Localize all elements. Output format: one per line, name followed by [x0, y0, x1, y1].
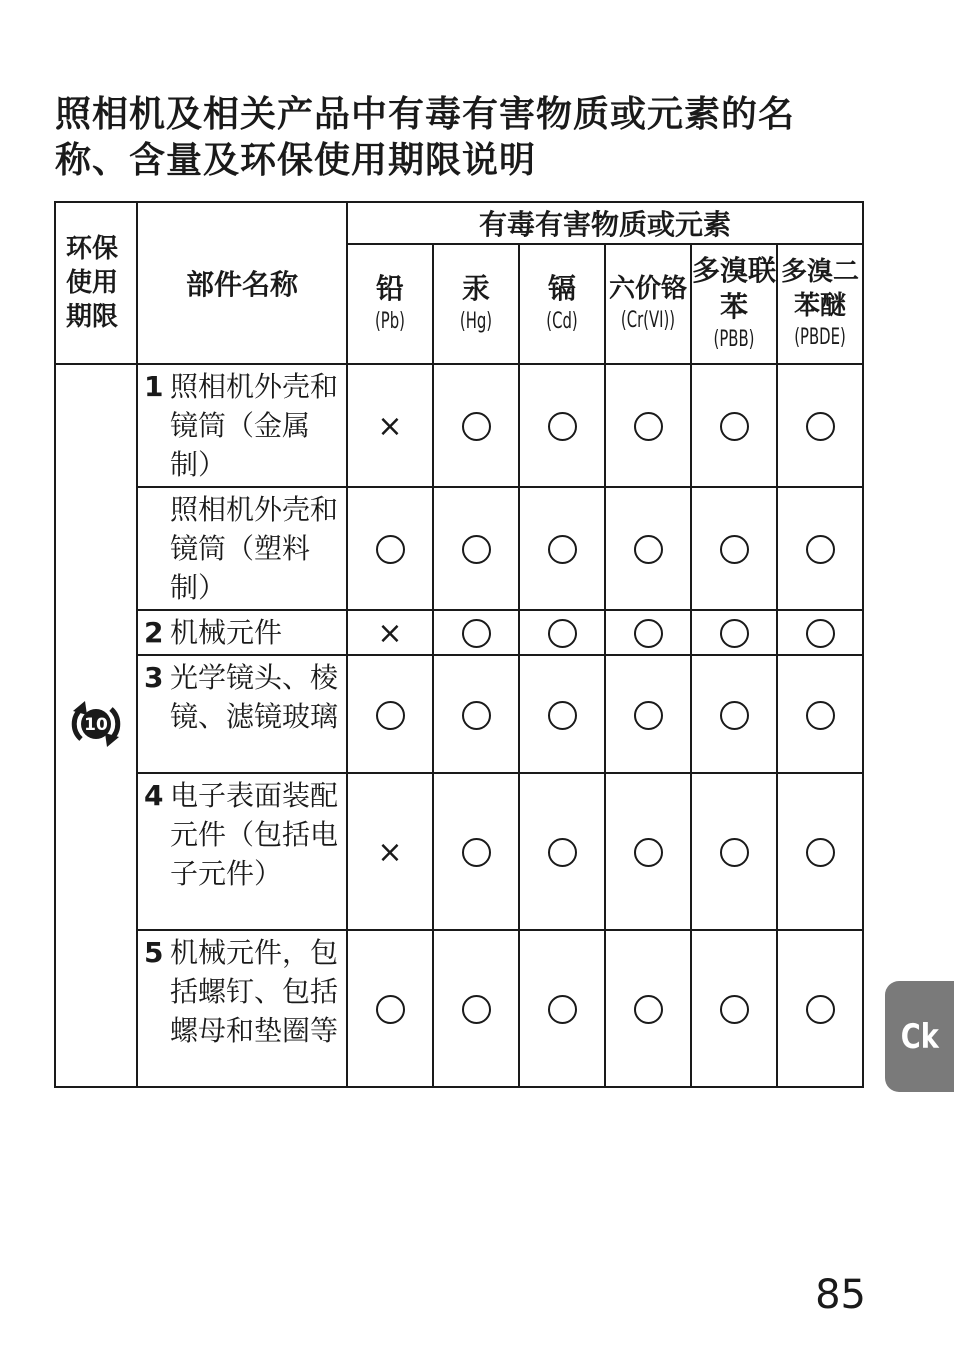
substance-mark-cell: [347, 773, 433, 930]
substance-mark-cell: [433, 487, 519, 610]
part-name: 光学镜头、棱镜、滤镜玻璃: [170, 661, 339, 733]
not-exceeding-mark: [376, 535, 405, 564]
substance-mark-cell: [777, 487, 863, 610]
not-exceeding-mark: [634, 995, 663, 1024]
part-name-cell: [137, 487, 347, 610]
not-exceeding-mark: [462, 619, 491, 648]
page-number: 85: [815, 1272, 866, 1318]
part-name-cell: [137, 930, 347, 1087]
not-exceeding-mark: [806, 701, 835, 730]
table-row: [55, 487, 863, 610]
not-exceeding-mark: [634, 838, 663, 867]
not-exceeding-mark: [376, 995, 405, 1024]
substance-mark-cell: [433, 610, 519, 655]
not-exceeding-mark: [720, 838, 749, 867]
part-number: [144, 490, 170, 607]
not-exceeding-mark: [376, 701, 405, 730]
header-efup: 环保使用期限: [55, 202, 137, 364]
substance-mark-cell: [347, 655, 433, 773]
substance-mark-cell: [691, 364, 777, 487]
substance-mark-cell: [519, 610, 605, 655]
table-row: [55, 773, 863, 930]
exceeding-mark: ×: [377, 615, 403, 651]
table-row: [55, 930, 863, 1087]
part-number: 4: [144, 779, 164, 812]
part-name-cell: [137, 773, 347, 930]
part-number: 2: [144, 616, 164, 649]
substance-mark-cell: [347, 364, 433, 487]
exceeding-mark: ×: [377, 834, 403, 870]
header-substance-pbb: 多溴联苯 (PBB): [691, 244, 777, 364]
part-number: 5: [144, 936, 164, 969]
not-exceeding-mark: [806, 412, 835, 441]
substance-mark-cell: [605, 773, 691, 930]
exceeding-mark: ×: [377, 408, 403, 444]
header-substance-pb: 铅 (Pb): [347, 244, 433, 364]
substance-mark-cell: [519, 364, 605, 487]
substance-mark-cell: [433, 930, 519, 1087]
not-exceeding-mark: [806, 535, 835, 564]
substance-mark-cell: [519, 930, 605, 1087]
not-exceeding-mark: [462, 701, 491, 730]
header-substance-group: 有毒有害物质或元素: [347, 202, 863, 244]
substance-mark-cell: [777, 610, 863, 655]
substance-mark-cell: [347, 930, 433, 1087]
part-number: 3: [144, 661, 164, 694]
page-title: 照相机及相关产品中有毒有害物质或元素的名称、含量及环保使用期限说明: [55, 94, 796, 181]
not-exceeding-mark: [806, 838, 835, 867]
part-name: 机械元件，包括螺钉、包括螺母和垫圈等: [170, 936, 339, 1047]
not-exceeding-mark: [806, 995, 835, 1024]
part-number: 1: [144, 370, 164, 403]
substance-mark-cell: [691, 610, 777, 655]
language-tab: Ck: [885, 981, 954, 1092]
not-exceeding-mark: [634, 535, 663, 564]
part-name-cell: [137, 364, 347, 487]
substance-mark-cell: [605, 655, 691, 773]
not-exceeding-mark: [548, 838, 577, 867]
substance-mark-cell: [691, 930, 777, 1087]
efup-10-icon: [67, 695, 125, 753]
header-substance-hg: 汞 (Hg): [433, 244, 519, 364]
substance-mark-cell: [347, 610, 433, 655]
header-substance-pbde: 多溴二苯醚 (PBDE): [777, 244, 863, 364]
substance-mark-cell: [605, 610, 691, 655]
hazardous-substances-table: [54, 201, 864, 1088]
substance-mark-cell: [605, 487, 691, 610]
not-exceeding-mark: [720, 995, 749, 1024]
not-exceeding-mark: [634, 619, 663, 648]
substance-mark-cell: [519, 487, 605, 610]
table-row: [55, 610, 863, 655]
part-name: 电子表面装配元件（包括电子元件）: [170, 779, 339, 890]
not-exceeding-mark: [462, 412, 491, 441]
substance-mark-cell: [605, 364, 691, 487]
substance-mark-cell: [777, 930, 863, 1087]
not-exceeding-mark: [720, 535, 749, 564]
header-part-name: 部件名称: [137, 202, 347, 364]
part-name: 机械元件: [170, 616, 283, 649]
not-exceeding-mark: [634, 701, 663, 730]
not-exceeding-mark: [720, 619, 749, 648]
not-exceeding-mark: [720, 701, 749, 730]
substance-mark-cell: [433, 773, 519, 930]
not-exceeding-mark: [548, 995, 577, 1024]
part-name-cell: [137, 610, 347, 655]
not-exceeding-mark: [806, 619, 835, 648]
not-exceeding-mark: [548, 701, 577, 730]
efup-years: 10: [84, 714, 108, 735]
substance-mark-cell: [691, 655, 777, 773]
header-substance-cd: 镉 (Cd): [519, 244, 605, 364]
efup-cell: [55, 364, 137, 1087]
substance-mark-cell: [605, 930, 691, 1087]
not-exceeding-mark: [634, 412, 663, 441]
substance-mark-cell: [777, 655, 863, 773]
substance-mark-cell: [691, 773, 777, 930]
part-name-cell: [137, 655, 347, 773]
substance-mark-cell: [519, 773, 605, 930]
substance-mark-cell: [691, 487, 777, 610]
part-name: 照相机外壳和镜筒（塑料制）: [170, 493, 339, 604]
part-name: 照相机外壳和镜筒（金属制）: [170, 370, 339, 481]
not-exceeding-mark: [548, 619, 577, 648]
table-row: [55, 655, 863, 773]
substance-mark-cell: [433, 364, 519, 487]
substance-mark-cell: [433, 655, 519, 773]
not-exceeding-mark: [462, 838, 491, 867]
substance-mark-cell: [777, 773, 863, 930]
header-substance-cr6: 六价铬 (Cr(VI)): [605, 244, 691, 364]
not-exceeding-mark: [720, 412, 749, 441]
substance-mark-cell: [777, 364, 863, 487]
substance-mark-cell: [519, 655, 605, 773]
not-exceeding-mark: [548, 412, 577, 441]
table-row: [55, 364, 863, 487]
not-exceeding-mark: [462, 995, 491, 1024]
not-exceeding-mark: [462, 535, 491, 564]
substance-mark-cell: [347, 487, 433, 610]
not-exceeding-mark: [548, 535, 577, 564]
